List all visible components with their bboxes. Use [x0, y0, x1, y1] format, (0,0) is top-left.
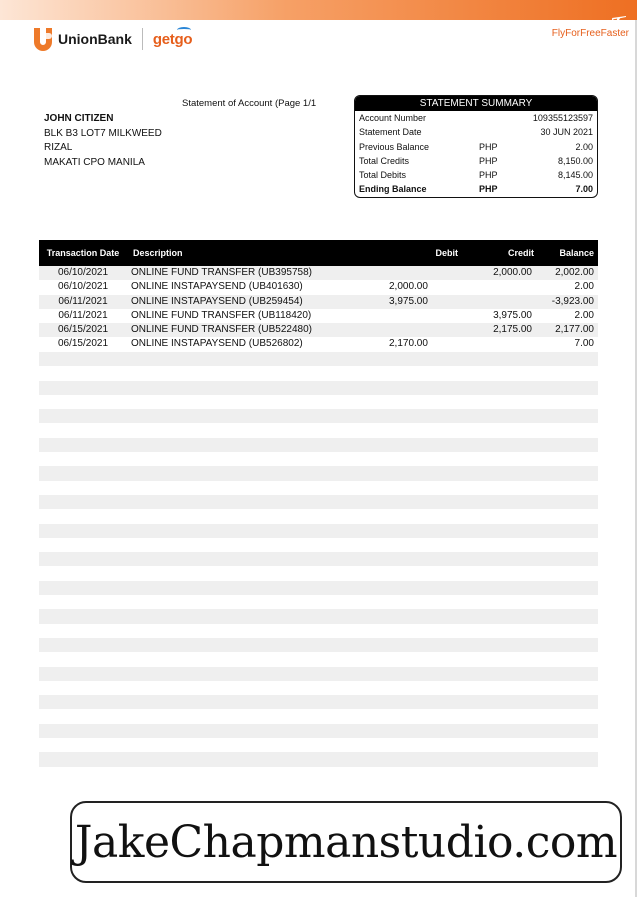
table-row: [39, 337, 598, 351]
tagline: FlyForFreeFaster: [551, 28, 629, 39]
cell-description: ONLINE INSTAPAYSEND (UB526802): [131, 338, 303, 350]
summary-currency: PHP: [479, 141, 498, 152]
unionbank-logo-icon: [32, 26, 54, 52]
table-row: [39, 323, 598, 337]
summary-value: 8,145.00: [557, 170, 593, 181]
empty-row: [39, 524, 598, 538]
empty-row: [39, 667, 598, 681]
cell-credit: 2,000.00: [493, 267, 532, 278]
cell-description: ONLINE FUND TRANSFER (UB118420): [131, 309, 312, 321]
cell-credit: 2,175.00: [493, 324, 532, 336]
table-row: [39, 266, 598, 280]
cell-date: 06/15/2021: [57, 324, 109, 336]
bank-name: UnionBank: [58, 31, 132, 47]
cell-debit: [377, 309, 460, 323]
address-line: RIZAL: [44, 142, 73, 153]
cell-debit: 2,000.00: [389, 281, 428, 293]
summary-row: [355, 111, 597, 125]
summary-label: Total Debits: [359, 170, 407, 181]
empty-row: [39, 566, 598, 580]
address-line: BLK B3 LOT7 MILKWEED: [44, 127, 162, 139]
logo-divider: [142, 28, 143, 50]
column-header-credit: Credit: [507, 248, 534, 258]
summary-label: Previous Balance: [359, 141, 430, 152]
empty-row: [39, 509, 598, 523]
empty-row: [39, 366, 598, 380]
column-header-date: Transaction Date: [46, 247, 120, 258]
empty-row: [39, 381, 598, 395]
empty-row: [39, 423, 598, 437]
cell-balance: 2,177.00: [555, 324, 594, 336]
cell-balance: -3,923.00: [551, 295, 594, 307]
statement-summary-box: [354, 95, 598, 198]
cell-description: ONLINE FUND TRANSFER (UB522480): [131, 324, 312, 336]
summary-value: 2.00: [575, 141, 593, 152]
summary-currency: [479, 111, 529, 125]
cell-balance: 2,002.00: [555, 267, 594, 278]
empty-row: [39, 352, 598, 366]
empty-row: [39, 724, 598, 738]
cell-description: ONLINE INSTAPAYSEND (UB401630): [131, 281, 303, 293]
column-header-description: Description: [133, 248, 183, 258]
column-header-debit: Debit: [435, 248, 458, 258]
summary-value: 30 JUN 2021: [540, 127, 593, 138]
summary-currency: PHP: [479, 155, 498, 166]
partner-swoosh-icon: [177, 27, 191, 33]
cell-credit: [460, 295, 536, 309]
empty-row: [39, 681, 598, 695]
watermark-text: JakeChapmanstudio.com: [74, 816, 618, 868]
cell-credit: [460, 280, 536, 294]
empty-row: [39, 466, 598, 480]
empty-row: [39, 552, 598, 566]
cell-date: 06/10/2021: [57, 267, 109, 278]
partner-name: getgo: [152, 30, 193, 48]
cell-description: ONLINE FUND TRANSFER (UB395758): [131, 267, 312, 278]
empty-row: [39, 709, 598, 723]
cell-description: ONLINE INSTAPAYSEND (UB259454): [131, 295, 303, 307]
bank-logo: [32, 26, 192, 52]
empty-row: [39, 624, 598, 638]
summary-value: 109355123597: [532, 113, 593, 123]
summary-value: 7.00: [575, 184, 593, 195]
summary-label: Ending Balance: [359, 184, 427, 195]
empty-row: [39, 481, 598, 495]
cell-date: 06/15/2021: [57, 338, 109, 350]
table-row: [39, 295, 598, 309]
cell-credit: [460, 337, 536, 351]
cell-date: 06/11/2021: [58, 295, 108, 307]
empty-row: [39, 638, 598, 652]
column-header-balance: Balance: [559, 248, 594, 258]
empty-row: [39, 395, 598, 409]
summary-label: Account Number: [359, 113, 427, 123]
cell-debit: [377, 266, 460, 280]
cell-date: 06/10/2021: [57, 281, 109, 293]
summary-row: [355, 168, 597, 182]
empty-row: [39, 738, 598, 752]
watermark-box: [70, 801, 622, 883]
empty-row: [39, 581, 598, 595]
table-row: [39, 309, 598, 323]
empty-row: [39, 609, 598, 623]
empty-row: [39, 495, 598, 509]
cell-credit: 3,975.00: [493, 309, 532, 321]
empty-row: [39, 438, 598, 452]
summary-title: STATEMENT SUMMARY: [355, 96, 597, 111]
transactions-table: [39, 240, 598, 352]
summary-row: [355, 140, 597, 154]
empty-row: [39, 452, 598, 466]
customer-name: JOHN CITIZEN: [44, 113, 114, 124]
summary-value: 8,150.00: [557, 155, 593, 166]
cell-date: 06/11/2021: [58, 309, 108, 321]
summary-label: Total Credits: [359, 155, 410, 166]
empty-row: [39, 695, 598, 709]
summary-currency: [479, 125, 529, 139]
cell-debit: 3,975.00: [389, 295, 428, 307]
summary-currency: PHP: [479, 184, 498, 195]
empty-row: [39, 595, 598, 609]
summary-currency: PHP: [479, 170, 498, 181]
top-accent-bar: [0, 0, 637, 20]
table-row: [39, 280, 598, 294]
cell-debit: [377, 323, 460, 337]
customer-address-block: [44, 112, 162, 170]
empty-table-rows: [39, 352, 598, 767]
empty-row: [39, 409, 598, 423]
empty-row: [39, 538, 598, 552]
cell-balance: 2.00: [574, 309, 594, 321]
empty-row: [39, 652, 598, 666]
summary-row: [355, 154, 597, 168]
cell-debit: 2,170.00: [389, 338, 428, 350]
table-header: [39, 240, 598, 266]
summary-row: [355, 182, 597, 196]
address-line: MAKATI CPO MANILA: [44, 156, 145, 168]
statement-page-label: Statement of Account (Page 1/1: [182, 98, 317, 109]
partner-logo: [153, 31, 192, 48]
cell-balance: 2.00: [574, 281, 594, 293]
summary-label: Statement Date: [359, 127, 422, 138]
airplane-icon: [611, 10, 627, 26]
empty-row: [39, 752, 598, 766]
cell-balance: 7.00: [574, 338, 594, 350]
summary-row: [355, 125, 597, 139]
